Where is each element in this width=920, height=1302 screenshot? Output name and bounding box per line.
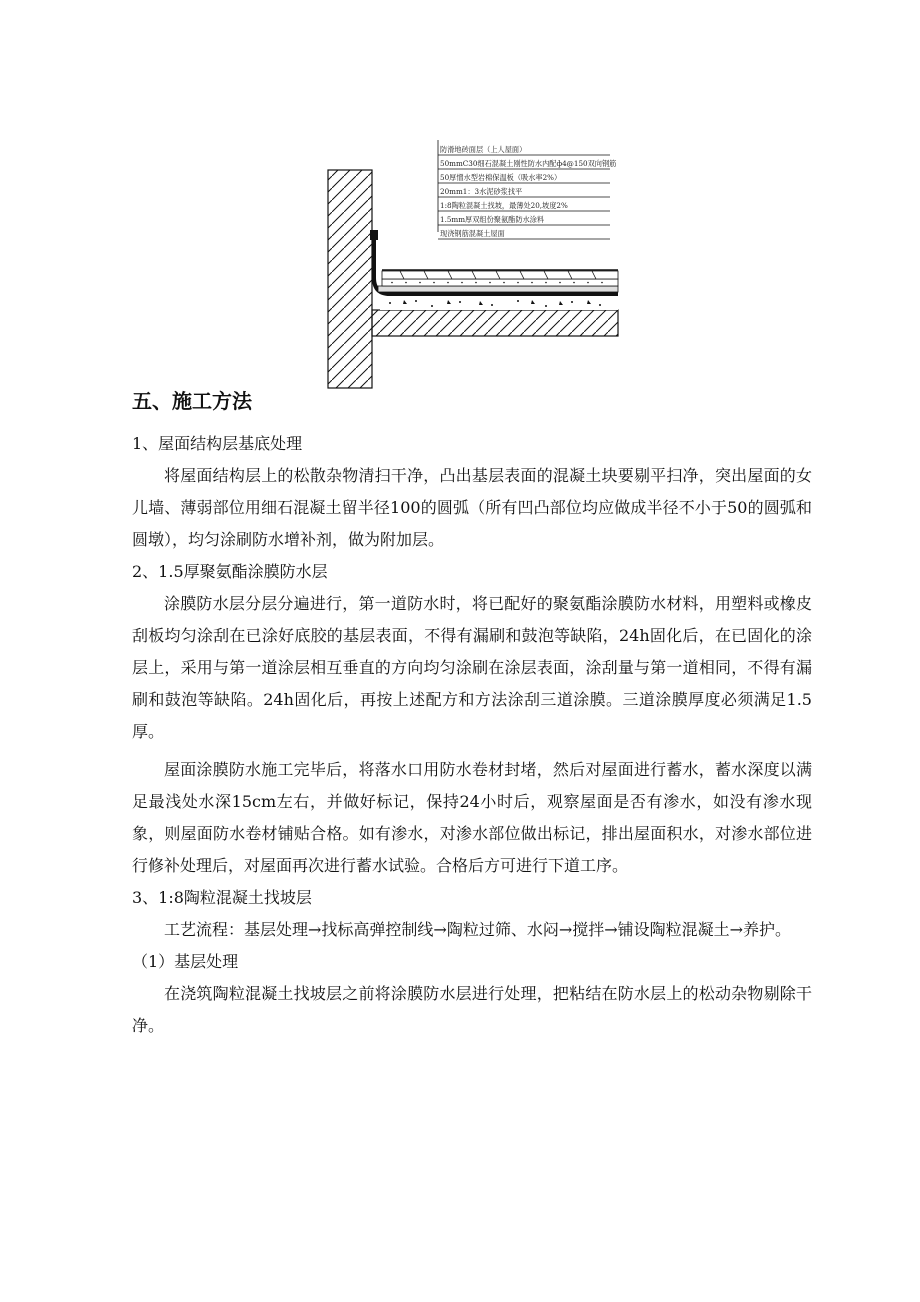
layer-label-2: 50mmC30细石混凝土刚性防水内配ф4@150双向钢筋 xyxy=(440,159,617,168)
subsection-heading-1: 1、屋面结构层基底处理 xyxy=(132,434,303,453)
roof-slab xyxy=(372,310,618,336)
layer-label-4: 20mm1：3水泥砂浆找平 xyxy=(440,187,523,196)
paragraph: 工艺流程：基层处理→找标高弹控制线→陶粒过筛、水闷→搅拌→铺设陶粒混凝土→养护。 xyxy=(164,920,792,939)
subsection-heading-4: （1）基层处理 xyxy=(132,952,239,971)
subsection-heading-2: 2、1.5厚聚氨酯涂膜防水层 xyxy=(132,562,328,581)
section-content xyxy=(132,386,812,1042)
parapet-wall xyxy=(328,170,372,388)
layer-label-6: 1.5mm厚双组份聚氨酯防水涂料 xyxy=(440,215,545,224)
paragraph: 屋面涂膜防水施工完毕后，将落水口用防水卷材封堵，然后对屋面进行蓄水，蓄水深度以满足最浅处水深15cm左右，并做好标记，保持24小时后，观察屋面是否有渗水，如没有渗水现象，则屋面防水卷材铺贴合格。如有渗水，对渗水部位做出标记，排出屋面积水，对渗水部位进行修补处理后，对屋面再次进行蓄水试验。合格后方可进行下道工序。 xyxy=(132,760,812,875)
slope-layer xyxy=(380,296,618,310)
layer-label-7: 现浇钢筋混凝土屋面 xyxy=(440,229,505,238)
rigid-concrete-layer xyxy=(382,271,618,279)
paragraph: 涂膜防水层分层分遍进行，第一道防水时，将已配好的聚氨酯涂膜防水材料，用塑料或橡皮刮板均匀涂刮在已涂好底胶的基层表面，不得有漏刷和鼓泡等缺陷，24h固化后，在已固化的涂层上，采用与第一道涂层相互垂直的方向均匀涂刷在涂层表面，涂刮量与第一道相同，不得有漏刷和鼓泡等缺陷。24h固化后，再按上述配方和方法涂刮三道涂膜。三道涂膜厚度必须满足1.5厚。 xyxy=(132,594,812,741)
section-title: 五、施工方法 xyxy=(132,389,252,413)
membrane-upturn xyxy=(370,230,378,240)
roof-section-diagram xyxy=(320,140,620,392)
layer-label-1: 防滑地砖面层（上人屋面） xyxy=(440,145,527,154)
screed-leveling xyxy=(378,286,618,292)
paragraph: 将屋面结构层上的松散杂物清扫干净，凸出基层表面的混凝土块要剔平扫净，突出屋面的女儿墙、薄弱部位用细石混凝土留半径100的圆弧（所有凹凸部位均应做成半径不小于50的圆弧和圆墩），均匀涂刷防水增补剂，做为附加层。 xyxy=(132,466,812,549)
subsection-heading-3: 3、1:8陶粒混凝土找坡层 xyxy=(132,888,312,907)
paragraph: 在浇筑陶粒混凝土找坡层之前将涂膜防水层进行处理，把粘结在防水层上的松动杂物剔除干净。 xyxy=(132,984,812,1035)
layer-label-3: 50厚憎水型岩棉保温板（吸水率2%） xyxy=(440,173,562,182)
insulation-board xyxy=(382,279,618,286)
layer-label-5: 1:8陶粒混凝土找坡，最薄处20,坡度2% xyxy=(440,201,568,210)
